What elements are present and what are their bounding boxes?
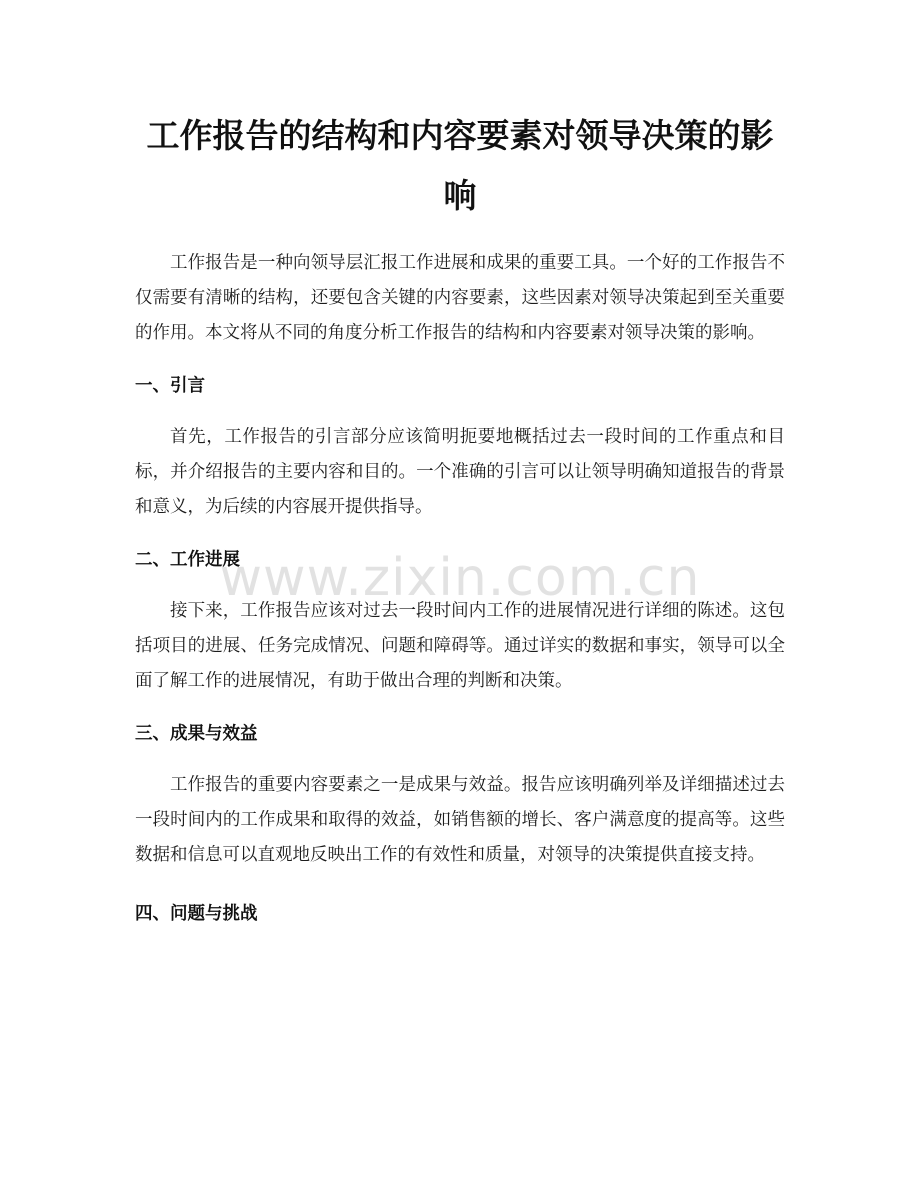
document-body <box>135 246 785 932</box>
section-heading-introduction: 一、引言 <box>135 376 205 396</box>
section-body-progress: 接下来，工作报告应该对过去一段时间内工作的进展情况进行详细的陈述。这包括项目的进展、任务完成情况、问题和障碍等。通过详实的数据和事实，领导可以全面了解工作的进展情况，有助于做出合理的判断和决策。 <box>135 601 785 691</box>
watermark: www.zixin.com.cn <box>219 548 701 608</box>
document-title: 工作报告的结构和内容要素对领导决策的影响 <box>146 116 774 215</box>
section-body-results: 工作报告的重要内容要素之一是成果与效益。报告应该明确列举及详细描述过去一段时间内的工作成果和取得的效益，如销售额的增长、客户满意度的提高等。这些数据和信息可以直观地反映出工作的有效性和质量，对领导的决策提供直接支持。 <box>135 775 785 865</box>
section-body-introduction: 首先，工作报告的引言部分应该简明扼要地概括过去一段时间的工作重点和目标，并介绍报告的主要内容和目的。一个准确的引言可以让领导明确知道报告的背景和意义，为后续的内容展开提供指导。 <box>135 427 785 517</box>
section-heading-progress: 二、工作进展 <box>135 550 240 570</box>
section-heading-results: 三、成果与效益 <box>135 724 258 744</box>
intro-paragraph: 工作报告是一种向领导层汇报工作进展和成果的重要工具。一个好的工作报告不仅需要有清晰的结构，还要包含关键的内容要素，这些因素对领导决策起到至关重要的作用。本文将从不同的角度分析工作报告的结构和内容要素对领导决策的影响。 <box>135 253 785 343</box>
section-heading-challenges: 四、问题与挑战 <box>135 904 258 924</box>
